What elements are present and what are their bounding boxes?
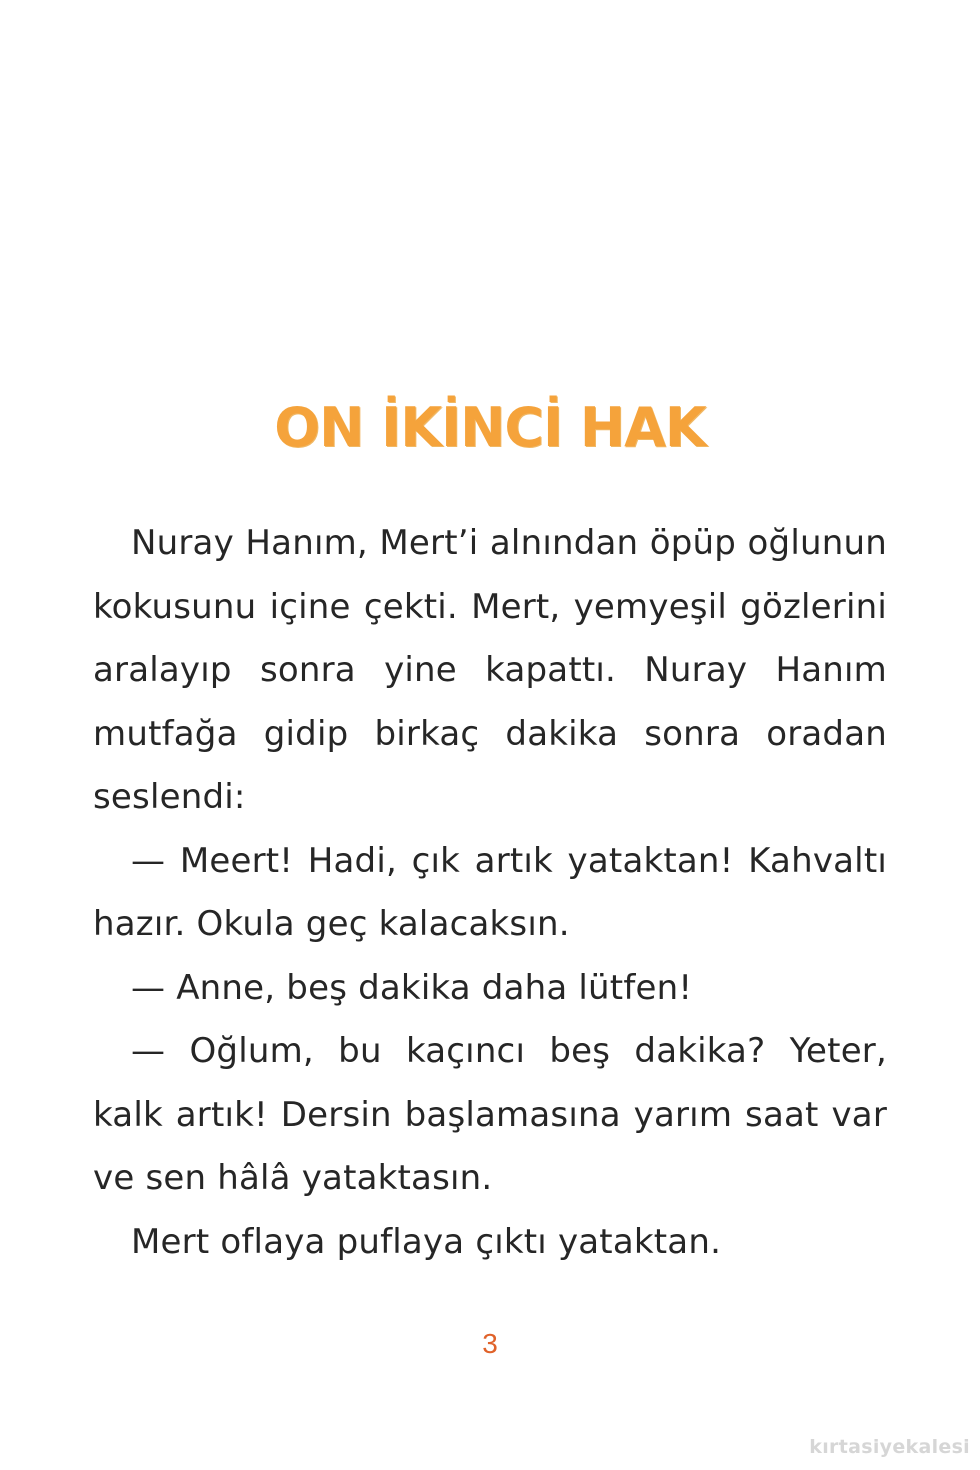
paragraph: — Meert! Hadi, çık artık yataktan! Kahvaltı hazır. Okula geç kalacaksın. bbox=[93, 840, 887, 944]
watermark: kırtasiyekalesi bbox=[809, 1436, 970, 1458]
paragraph: Mert oflaya puflaya çıktı yataktan. bbox=[131, 1221, 722, 1262]
chapter-title: ON İKİNCİ HAK bbox=[274, 396, 706, 459]
paragraph: — Oğlum, bu kaçıncı beş dakika? Yeter, kalk artık! Dersin başlamasına yarım saat var ve sen hâlâ yataktasın. bbox=[93, 1031, 887, 1198]
paragraph: Nuray Hanım, Mert’i alnından öpüp oğlunun kokusunu içine çekti. Mert, yemyeşil gözlerini aralayıp sonra yine kapattı. Nuray Hanım mutfağa gidip birkaç dakika sonra oradan seslendi: bbox=[93, 523, 887, 817]
page-number: 3 bbox=[482, 1328, 498, 1359]
story-text bbox=[93, 512, 887, 1274]
paragraph: — Anne, beş dakika daha lütfen! bbox=[131, 967, 693, 1008]
